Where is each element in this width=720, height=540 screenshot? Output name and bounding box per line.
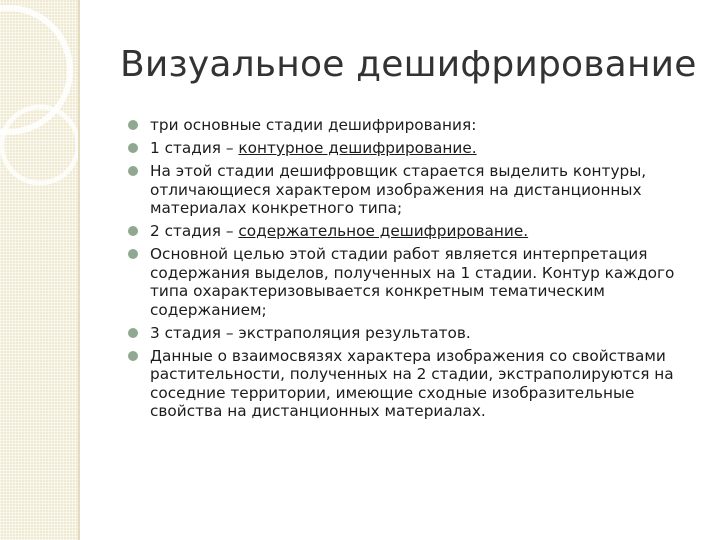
bullet-text: три основные стадии дешифрирования: [150,116,477,134]
list-item [130,139,705,158]
bullet-icon [128,351,138,361]
list-item [130,116,705,135]
bullet-list [130,116,705,425]
bullet-emphasis: контурное дешифрирование. [238,139,477,157]
list-item [130,347,705,421]
bullet-text: 1 стадия – [150,139,239,157]
bullet-text: На этой стадии дешифровщик старается выделить контуры, отличающиеся характером изображения на дистанционных материалах конкретного типа; [150,162,647,217]
band-divider [78,0,80,540]
bullet-icon [128,166,138,176]
bullet-text: Данные о взаимосвязях характера изображения со свойствами растительности, полученных на 2 стадии, экстраполируются на соседние территории, имеющие сходные изобразительные свойства на дистанционных материалах. [150,346,674,420]
bullet-icon [128,328,138,338]
slide-title: Визуальное дешифрирование [120,44,697,85]
bullet-text: Основной целью этой стадии работ является интерпретация содержания выделов, полученных на 1 стадии. Контур каждого типа охарактеризовывается конкретным тематическим содержанием; [150,245,675,319]
list-item [130,324,705,343]
bullet-text: 3 стадия – экстраполяция результатов. [150,323,471,342]
list-item [130,245,705,319]
decorative-side-band [0,0,80,540]
bullet-icon [128,143,138,153]
bullet-emphasis: содержательное дешифрирование. [238,222,529,240]
bullet-icon [128,120,138,130]
decorative-circles [0,0,80,540]
bullet-icon [128,226,138,236]
list-item [130,222,705,241]
list-item [130,162,705,218]
bullet-icon [128,249,138,259]
bullet-text: 2 стадия – [150,222,239,240]
